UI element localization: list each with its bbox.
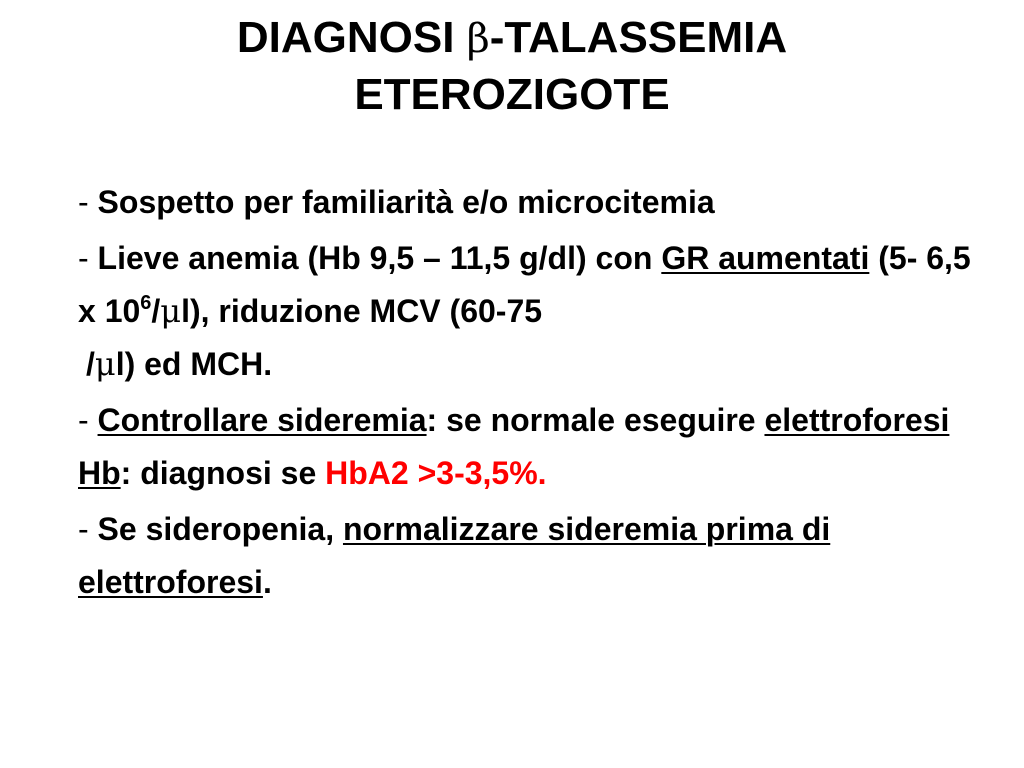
mu-symbol: μ: [160, 292, 182, 330]
bullet-text: Lieve anemia (Hb 9,5 – 11,5 g/dl) con: [97, 240, 662, 276]
title-suffix: -TALASSEMIA: [489, 13, 788, 62]
bullet-text: (5- 6,5 x 10: [78, 240, 971, 329]
bullet-dash: -: [78, 511, 98, 547]
bullet-text: Se sideropenia,: [97, 511, 343, 547]
mu-symbol: μ: [94, 345, 116, 383]
underlined-gr-aumentati: GR aumentati: [661, 240, 870, 276]
bullet-sideropenia: [78, 503, 978, 609]
bullet-sideremia: [78, 394, 978, 500]
slide-title: [60, 10, 964, 123]
bullet-text: : se normale eseguire: [426, 402, 765, 438]
bullet-dash: -: [78, 184, 98, 220]
bullet-anemia: [78, 232, 978, 391]
bullet-text: l) ed MCH.: [115, 346, 273, 382]
underlined-controllare-sideremia: Controllare sideremia: [97, 402, 427, 438]
bullet-text: l), riduzione MCV (60-75: [181, 293, 543, 329]
underlined-elettroforesi-hb: elettroforesi Hb: [78, 402, 950, 491]
title-line-2: ETEROZIGOTE: [354, 70, 670, 119]
hba2-threshold-symbol: >: [417, 455, 437, 491]
bullet-text: .: [262, 564, 272, 600]
hba2-threshold: HbA2: [325, 455, 418, 491]
bullet-text: : diagnosi se: [120, 455, 326, 491]
underlined-normalizzare: normalizzare sideremia prima di elettroforesi: [78, 511, 831, 600]
title-line-1: [60, 10, 964, 67]
bullet-text: /: [86, 346, 95, 382]
beta-symbol: β: [466, 16, 490, 62]
exponent: 6: [140, 292, 152, 314]
bullet-dash: -: [78, 402, 98, 438]
bullet-text: Sospetto per familiarità e/o microcitemia: [97, 184, 715, 220]
bullet-dash: -: [78, 240, 98, 276]
bullet-text: /: [151, 293, 161, 329]
bullet-list: [78, 176, 978, 609]
title-prefix: DIAGNOSI: [236, 13, 467, 62]
bullet-suspicion: [78, 176, 978, 229]
hba2-threshold-value: 3-3,5%.: [436, 455, 547, 491]
